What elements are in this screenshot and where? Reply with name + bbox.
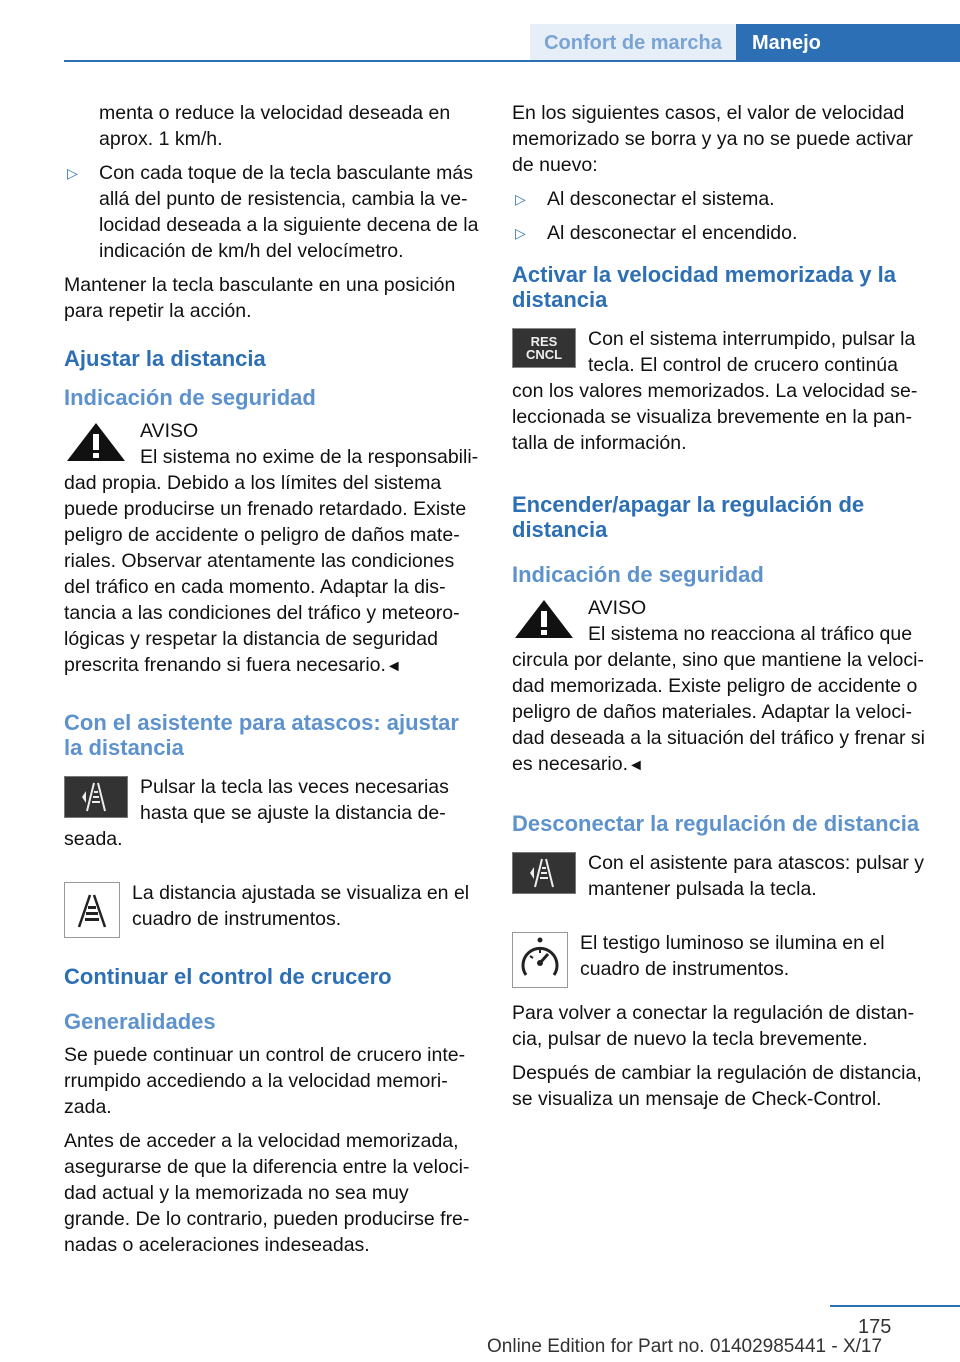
interrupted-text: Con el sistema interrumpido, pulsar la tecla. El control de crucero continúa con los valores memorizados. La velocidad seleccionada se visualiza brevemente en la pantalla de información. (512, 328, 918, 454)
triangle-right-icon: ▷ (515, 225, 526, 241)
distance-indicator-icon (64, 882, 120, 938)
res-block (512, 326, 930, 464)
cases-text: En los siguientes casos, el valor de velocidad memorizado se borra y ya no se puede activar de nuevo: (512, 102, 914, 176)
list-item (64, 160, 480, 264)
speedometer-lamp-icon (512, 932, 568, 988)
jam-hold-block (512, 850, 930, 910)
end-mark: ◄ (627, 757, 644, 774)
header-section-label: Confort de marcha (530, 24, 736, 62)
warning-text (64, 444, 480, 680)
heading-safety: Indicación de seguridad (64, 385, 316, 410)
before-text: Antes de acceder a la velocidad memorizada, asegurarse de que la diferencia entre la velocidad actual y la memorizada no sea muy grande. De lo contrario, pueden producirse frenadas o aceleraciones indeseadas. (64, 1130, 470, 1256)
cncl-label: CNCL (525, 347, 563, 362)
heading-adjust-distance: Ajustar la distancia (64, 346, 266, 371)
lamp-block (512, 930, 930, 990)
warning-body: El sistema no exime de la responsabilidad propia. Debido a los límites del sistema puede producirse un frenado retardado. Existe peligro de accidente o peligro de daños materiales. Observar atentamente las condiciones del tráfico en cada momento. Adaptar la distancia a las condiciones del tráfico y meteorológicas y respetar la distancia de seguridad prescrita frenando si fuera necesario. (64, 446, 479, 676)
right-column (512, 100, 930, 1120)
lamp-text: El testigo luminoso se ilumina en el cuadro de instrumentos. (580, 932, 885, 980)
warning-triangle-icon (512, 597, 576, 641)
warning-label-2: AVISO (588, 597, 647, 619)
after-text: Después de cambiar la regulación de distancia, se visualiza un mensaje de Check-Control. (512, 1062, 922, 1110)
distance-button-icon (512, 852, 576, 894)
hold-text: Mantener la tecla basculante en una posición para repetir la acción. (64, 274, 456, 322)
continued-text: menta o reduce la velocidad deseada en aprox. 1 km/h. (99, 102, 451, 150)
warning-block (64, 418, 480, 688)
heading-activate-memorized: Activar la velocidad memorizada y la distancia (512, 262, 896, 312)
left-column (64, 100, 480, 1266)
distance-button-icon (64, 776, 128, 818)
warning-label: AVISO (140, 420, 199, 442)
press-text: Pulsar la tecla las veces necesarias hasta que se ajuste la distancia deseada. (64, 776, 449, 850)
header-chapter-tab: Manejo (736, 24, 960, 62)
triangle-right-icon: ▷ (515, 191, 526, 207)
triangle-right-icon: ▷ (67, 165, 78, 181)
page-number: 175 (858, 1316, 892, 1338)
reconnect-text: Para volver a conectar la regulación de distancia, pulsar de nuevo la tecla brevemente. (512, 1002, 915, 1050)
res-cncl-button-icon (512, 328, 576, 368)
heading-safety-2: Indicación de seguridad (512, 562, 764, 587)
heading-onoff-distance: Encender/apagar la regulación de distancia (512, 492, 865, 542)
list-item-text: Al desconectar el encendido. (547, 222, 798, 244)
list-item-text: Al desconectar el sistema. (547, 188, 775, 210)
end-mark: ◄ (385, 658, 402, 675)
jam-hold-text: Con el asistente para atascos: pulsar y mantener pulsada la tecla. (588, 852, 925, 900)
header-rule (64, 60, 960, 62)
shown-block (64, 880, 480, 940)
heading-disconnect: Desconectar la regulación de distancia (512, 811, 920, 836)
footer-rule (830, 1305, 960, 1307)
warning-triangle-icon (64, 420, 128, 464)
list-item-text: Con cada toque de la tecla basculante más allá del punto de resistencia, cambia la velocidad deseada a la siguiente decena de la indicación de km/h del velocímetro. (99, 162, 479, 262)
warning-text-2 (512, 621, 930, 779)
heading-continue-cruise: Continuar el control de crucero (64, 964, 392, 989)
warning-body-2: El sistema no reacciona al tráfico que circula por delante, sino que mantiene la velocidad memorizada. Existe peligro de accidente o peligro de daños materiales. Adaptar la velocidad deseada a la situación del tráfico y frenar si es necesario. (512, 623, 925, 775)
general-text: Se puede continuar un control de crucero interrumpido accediendo a la velocidad memorizada. (64, 1044, 466, 1118)
heading-jam-assistant: Con el asistente para atascos: ajustar la distancia (64, 710, 459, 760)
footer-edition: Online Edition for Part no. 01402985441 - X/17 (487, 1336, 883, 1357)
list-item (512, 186, 930, 212)
heading-general: Generalidades (64, 1009, 216, 1034)
press-block (64, 774, 480, 860)
shown-text: La distancia ajustada se visualiza en el cuadro de instrumentos. (132, 882, 470, 930)
warning-block-2 (512, 595, 930, 787)
res-label: RES (530, 334, 558, 349)
list-item (512, 220, 930, 246)
